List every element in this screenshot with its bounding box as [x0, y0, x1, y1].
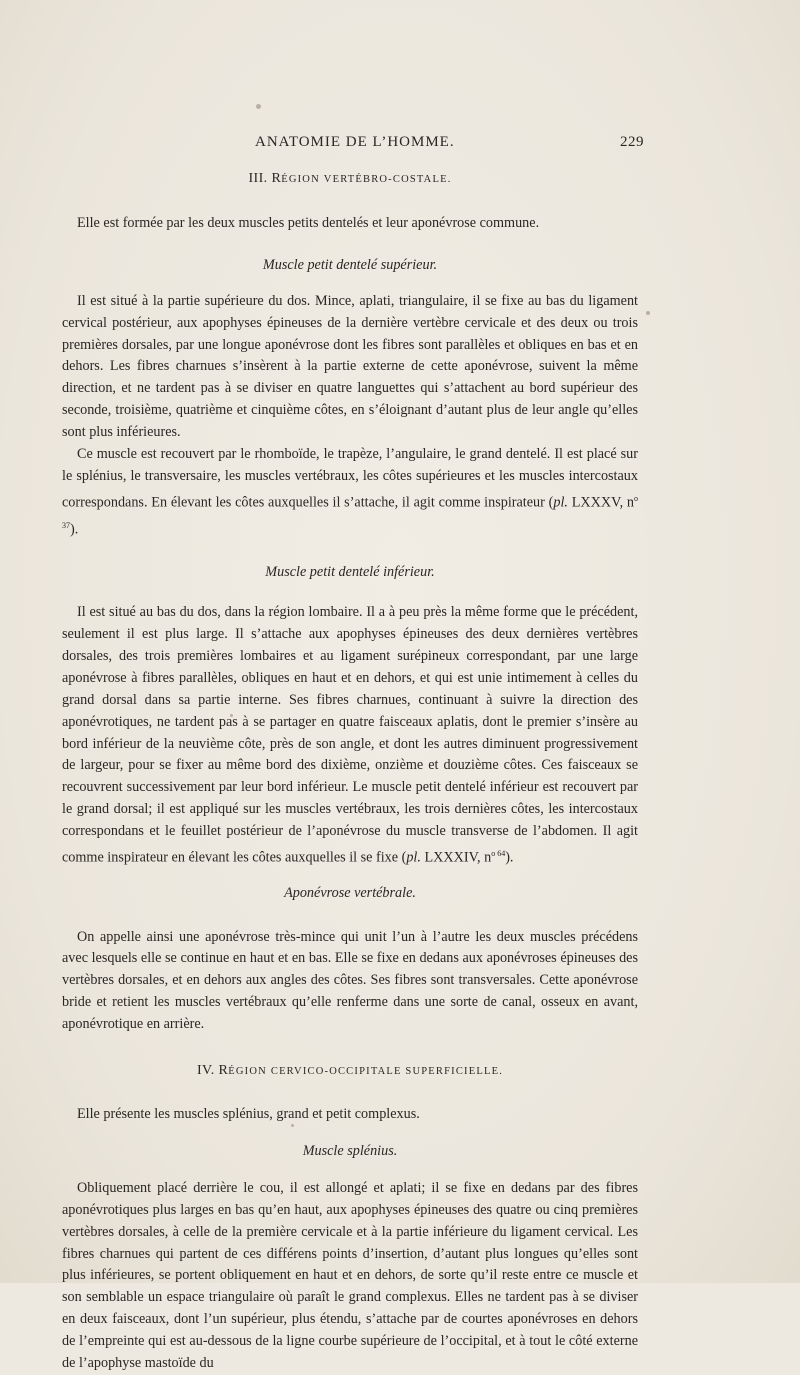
section-word-initial: R: [271, 171, 282, 186]
section-heading-iii: [62, 168, 638, 191]
paragraph: Il est situé à la partie supérieure du dos. Mince, aplati, triangulaire, il se fixe au bas du ligament cervical postérieur, aux apophyses épineuses de la dernière vertèbre cervicale et des deux ou trois premières dorsales, par une longue aponévrose dont les fibres sont parallèles et obliques en bas et en dehors. Les fibres charnues s’insèrent à la partie externe de cette aponévrose, suivent la même direction, et ne tardent pas à se diviser en quatre languettes qui s’attachent au bord supérieur des seconde, troisième, quatrième et cinquième côtes, en s’éloignant d’autant plus de leur angle qu’elles sont plus inférieures.: [62, 292, 638, 441]
section-word-initial: R: [218, 1063, 229, 1079]
section-heading-rest: VERTÉBRO-COSTALE.: [323, 174, 452, 185]
section-word-rest: ÉGION: [228, 1066, 267, 1078]
foxing-spot: [256, 104, 261, 109]
paragraph: On appelle ainsi une aponévrose très-mince qui unit l’un à l’autre les deux muscles précédens avec lesquels elle se continue en haut et en bas. Elle se fixe en dedans aux aponévroses épineuses des vertèbres dorsales, et en dehors aux angles des côtes. Ses fibres sont transversales. Cette aponévrose bride et retient les muscles vertébraux qu’elle renferme dans une sorte de canal, osseux en avant, aponévrotique en arrière.: [62, 928, 638, 1033]
section-numeral: IV.: [196, 1063, 215, 1079]
section-heading-rest: CERVICO-OCCIPITALE SUPERFICIELLE.: [270, 1066, 504, 1078]
subheading-petit-dentele-inferieur: Muscle petit dentelé inférieur.: [265, 564, 435, 581]
section-intro: Elle est formée par les deux muscles petits dentelés et leur aponévrose commune.: [77, 214, 540, 231]
section-word-rest: ÉGION: [281, 174, 320, 185]
subheading-splenius: Muscle splénius.: [302, 1142, 398, 1159]
section-numeral: III.: [248, 171, 268, 186]
running-title: ANATOMIE DE L’HOMME.: [255, 134, 455, 150]
body-text: [62, 168, 638, 1375]
paragraph: Obliquement placé derrière le cou, il est allongé et aplati; il se fixe en dedans par des fibres aponévrotiques plus larges en bas qu’en haut, aux apophyses épineuses des quatre ou cinq premières vertèbres dorsales, à celle de la première cervicale et à la partie inférieure du ligament cervical. Les fibres charnues qui partent de ces différens points d’insertion, d’autant plus longues qu’elles sont plus inférieures, se portent obliquement en haut et en dehors, de sorte qu’il reste entre ce muscle et son semblable un espace triangulaire où paraît le grand complexus. Elles ne tardent pas à se diviser en deux faisceaux, dont l’un supérieur, plus étendu, s’attache par de courtes aponévroses en dehors de l’empreinte qui est au-dessous de la ligne courbe supérieure de l’occipital, et à tout le côté externe de l’apophyse mastoïde du: [62, 1179, 638, 1372]
plate-abbrev: pl.: [406, 849, 421, 866]
subheading-aponevrose-vertebrale: Aponévrose vertébrale.: [284, 884, 416, 901]
page-number: 229: [620, 134, 644, 150]
foxing-spot: [646, 311, 650, 315]
subheading-petit-dentele-superieur: Muscle petit dentelé supérieur.: [262, 256, 438, 273]
plate-abbrev: pl.: [553, 494, 568, 511]
section-intro: Elle présente les muscles splénius, grand et petit complexus.: [77, 1106, 420, 1123]
paragraph: Il est situé au bas du dos, dans la région lombaire. Il a à peu près la même forme que le précédent, seulement il est plus large. Il s’attache aux apophyses épineuses des deux dernières vertèbres dorsales, des trois premières lombaires et au ligament surépineux correspondant, par une large aponévrose à fibres parallèles, obliques en haut et en dehors, et qui est unie intimement à celles du grand dorsal dans sa partie interne. Ses fibres charnues, continuant à suivre la direction des aponévrotiques, ne tardent pas à se partager en quatre faisceaux aplatis, dont le premier s’insère au bord inférieur de la neuvième côte, près de son angle, et dont les autres diminuent progressivement de largeur, pour se fixer au même bord des dixième, onzième et douzième côtes. Ces faisceaux se recouvrent successivement par leur bord inférieur. Le muscle petit dentelé inférieur est recouvert par le grand dorsal; il est appliqué sur les muscles vertébraux, les trois dernières côtes, les intercostaux correspondans et le feuillet postérieur de l’aponévrose du muscle transverse de l’abdomen. Il agit comme inspirateur en élevant les côtes auxquelles il se fixe (pl. LXXXIV, $n^{o 64}$).: [62, 604, 638, 866]
paragraph: Ce muscle est recouvert par le rhomboïde, le trapèze, l’angulaire, le grand dentelé. Il est placé sur le splénius, le transversaire, les muscles vertébraux, les côtes supérieures et les muscles intercostaux correspondans. En élevant les côtes auxquelles il s’attache, il agit comme inspirateur (pl. LXXXV, $n^{o 37}$).: [62, 446, 638, 538]
section-heading-iv: [62, 1060, 638, 1083]
